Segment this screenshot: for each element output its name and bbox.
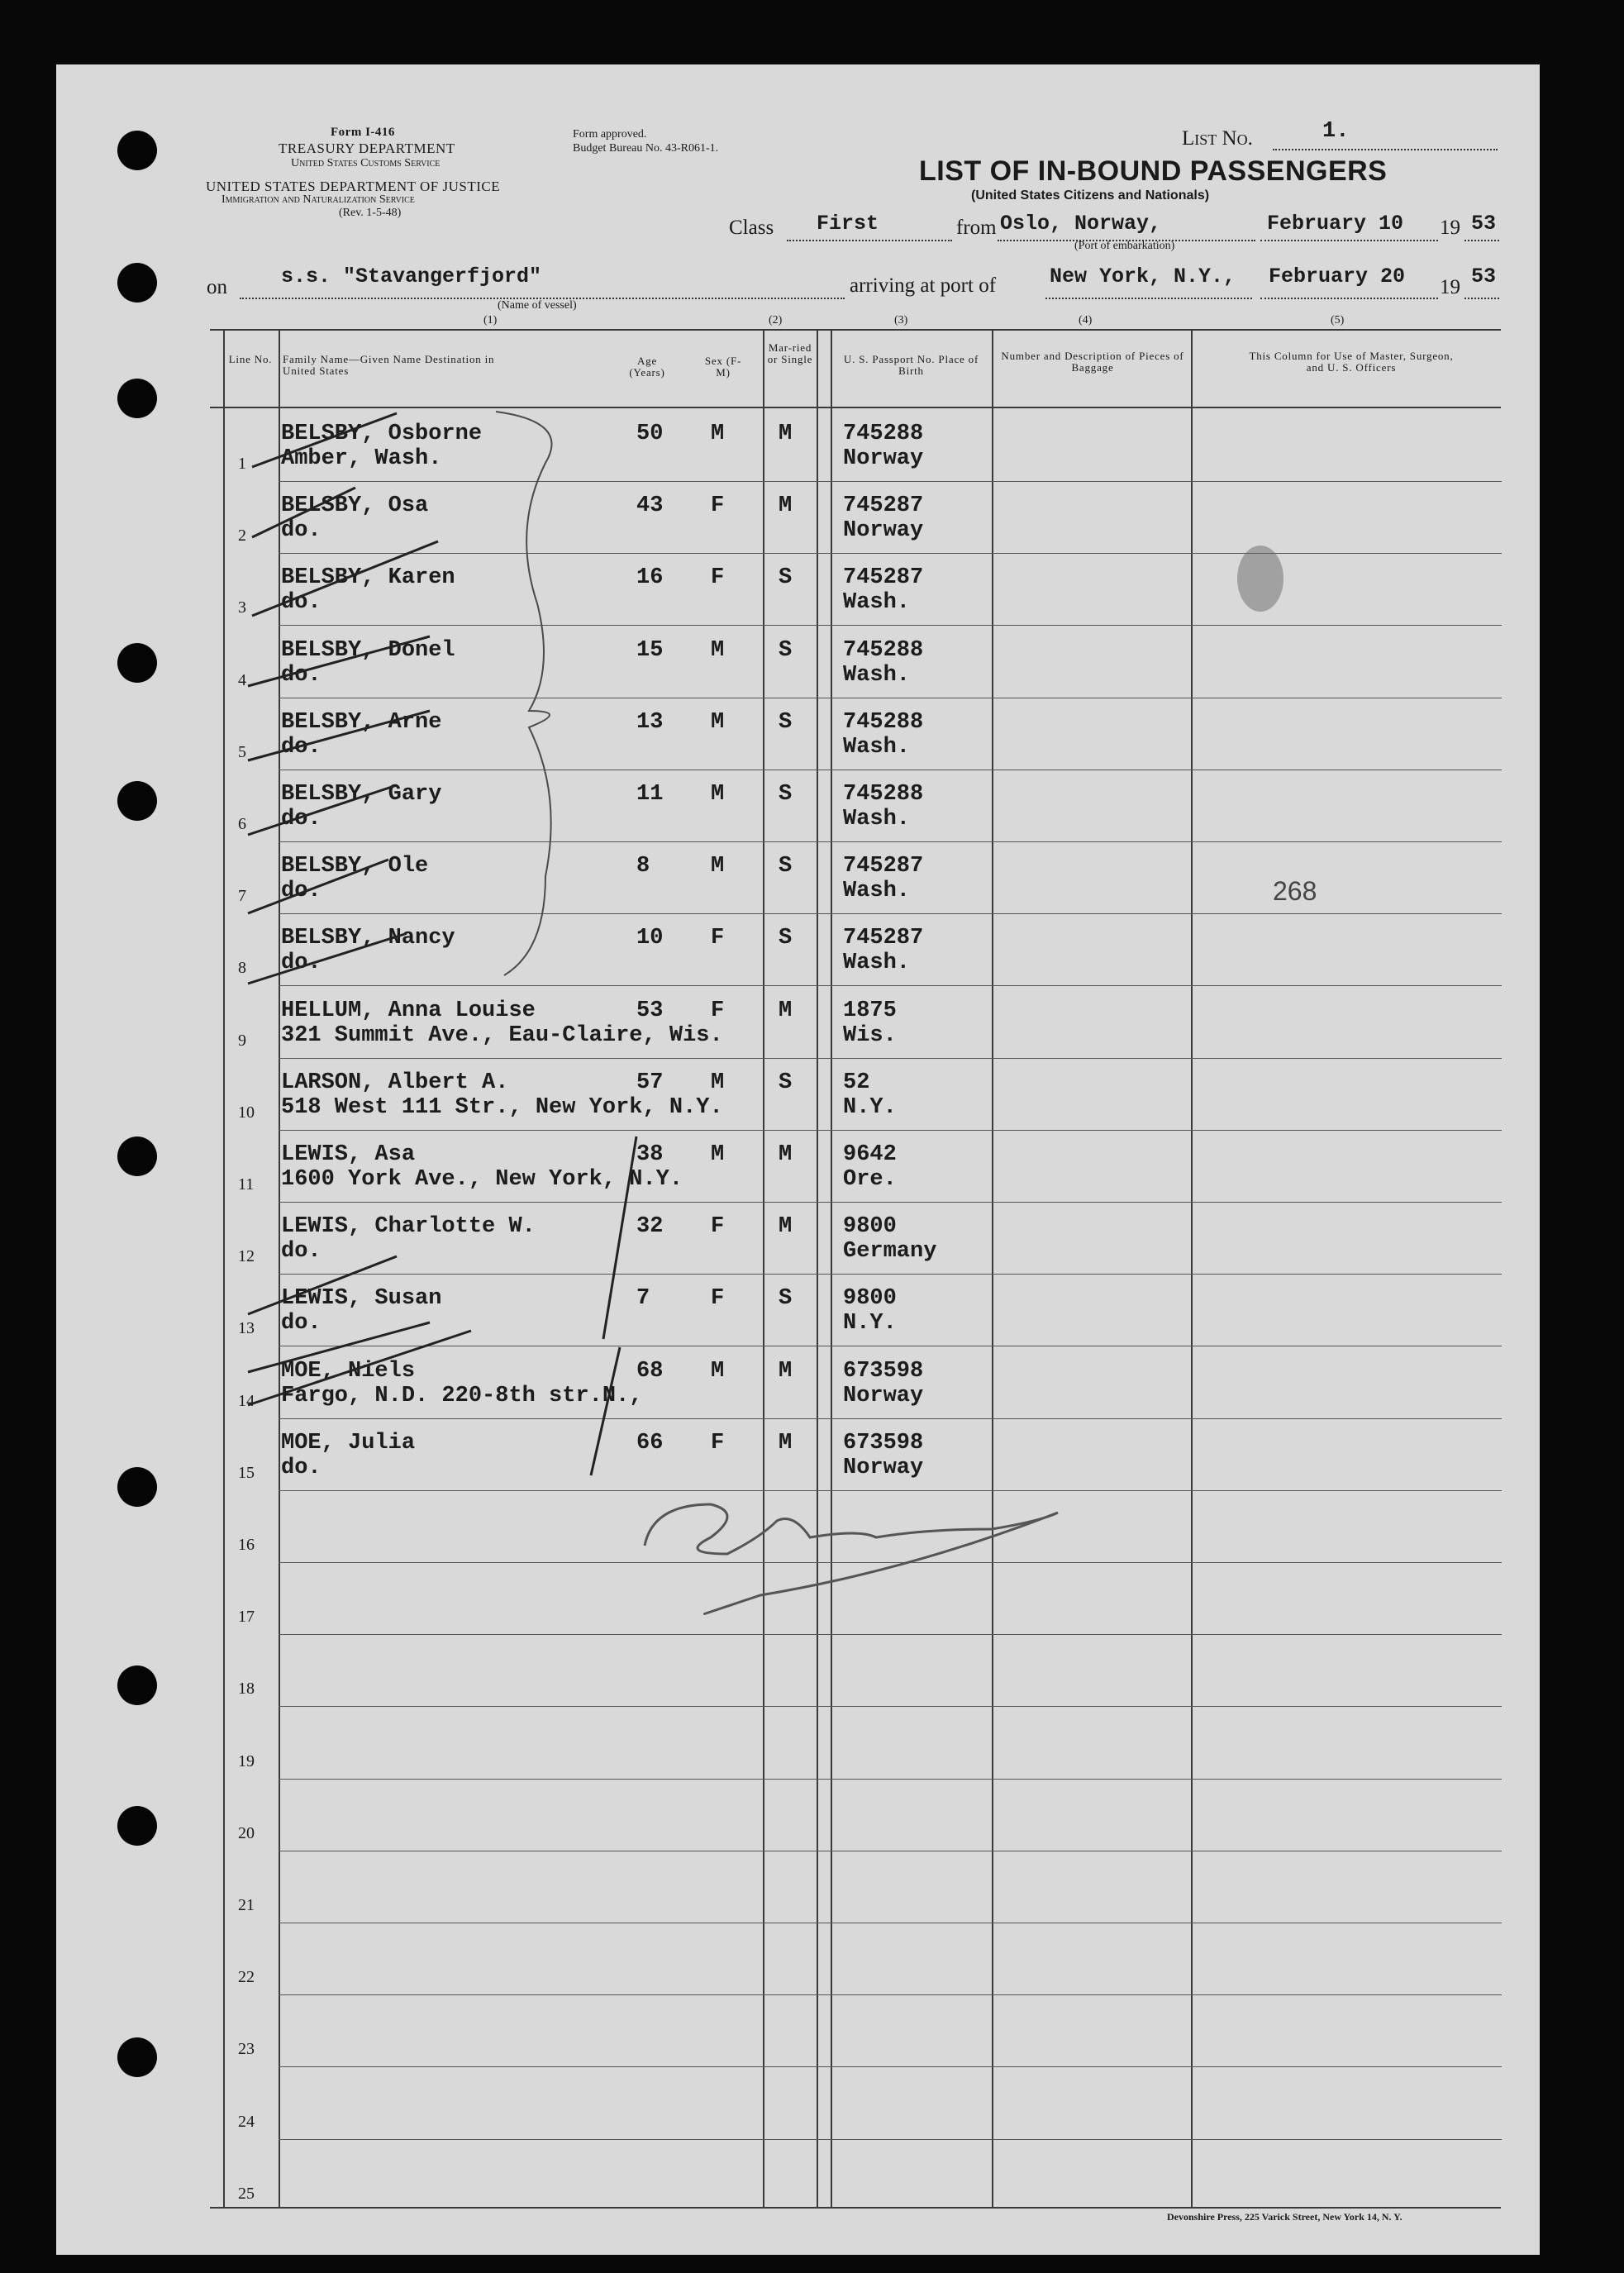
passenger-destination: Amber, Wash. <box>281 446 442 471</box>
col-header-married: Mar-ried or Single <box>767 341 813 365</box>
arrival-year: 53 <box>1471 264 1497 288</box>
place-of-birth: N.Y. <box>843 1311 897 1337</box>
col-header-line: Line No. <box>228 353 273 365</box>
passport-number: 1875 <box>843 998 897 1023</box>
passenger-marital-status: S <box>779 1286 793 1312</box>
passenger-name: BELSBY, Arne <box>281 709 442 735</box>
line-number: 5 <box>238 742 246 761</box>
passenger-destination: do. <box>281 951 321 976</box>
passport-number: 745287 <box>843 565 924 591</box>
immigration-label: Immigration and Naturalization Service <box>221 193 415 206</box>
col-header-baggage: Number and Description of Pieces of Baggage <box>1001 350 1184 374</box>
passenger-destination: do. <box>281 518 321 544</box>
passport-number: 9800 <box>843 1214 897 1240</box>
arriving-label: arriving at port of <box>850 274 997 297</box>
passenger-age: 16 <box>636 565 664 591</box>
arrival-port: New York, N.Y., <box>1050 264 1236 288</box>
passenger-destination: do. <box>281 662 321 688</box>
passenger-marital-status: S <box>779 782 793 807</box>
line-number: 15 <box>238 1463 255 1482</box>
passenger-marital-status: M <box>779 422 793 446</box>
passenger-destination: Fargo, N.D. 220-8th str.N., <box>281 1383 643 1408</box>
passenger-sex: M <box>711 709 725 735</box>
passenger-marital-status: M <box>779 1142 793 1167</box>
passenger-destination: do. <box>281 1311 321 1337</box>
passenger-age: 66 <box>636 1430 664 1456</box>
passenger-name: LARSON, Albert A. <box>281 1070 509 1095</box>
place-of-birth: N.Y. <box>843 1094 897 1120</box>
passenger-destination: do. <box>281 1455 321 1480</box>
passenger-sex: F <box>711 1286 725 1312</box>
line-number: 2 <box>238 527 246 546</box>
passenger-marital-status: M <box>779 493 793 519</box>
passenger-marital-status: S <box>779 926 793 951</box>
passenger-sex: F <box>711 565 725 591</box>
col-header-officers: This Column for Use of Master, Surgeon, and U. S. Officers <box>1249 350 1454 374</box>
list-no-value: 1. <box>1322 119 1350 144</box>
line-number: 23 <box>238 2040 255 2059</box>
vessel-name: s.s. "Stavangerfjord" <box>281 264 542 288</box>
form-approved: Form approved. <box>573 128 647 141</box>
on-label: on <box>207 276 227 298</box>
customs-label: United States Customs Service <box>291 157 441 169</box>
passport-number: 745288 <box>843 637 924 663</box>
col-num-4: (4) <box>1079 314 1093 326</box>
passenger-sex: M <box>711 1070 725 1095</box>
dep-year-prefix: 19 <box>1440 217 1460 239</box>
col-header-age: Age (Years) <box>629 355 665 379</box>
arr-year-prefix: 19 <box>1440 276 1460 298</box>
passenger-name: LEWIS, Asa <box>281 1142 416 1167</box>
passenger-age: 7 <box>636 1286 650 1312</box>
place-of-birth: Norway <box>843 518 924 544</box>
from-label: from <box>956 217 997 239</box>
place-of-birth: Wash. <box>843 734 911 760</box>
passenger-destination: do. <box>281 1239 321 1265</box>
line-number: 16 <box>238 1536 255 1554</box>
passenger-name: BELSBY, Gary <box>281 782 442 807</box>
passenger-marital-status: S <box>779 637 793 663</box>
port-caption: (Port of embarkation) <box>1074 240 1175 252</box>
place-of-birth: Wash. <box>843 590 911 616</box>
check-marks <box>248 413 636 1475</box>
col-num-3: (3) <box>894 314 908 326</box>
page-title: LIST OF IN-BOUND PASSENGERS <box>919 155 1388 187</box>
place-of-birth: Ore. <box>843 1167 897 1192</box>
treasury-label: TREASURY DEPARTMENT <box>279 141 455 156</box>
passenger-marital-status: M <box>779 1358 793 1384</box>
line-number: 21 <box>238 1896 255 1914</box>
line-number: 13 <box>238 1319 255 1338</box>
departure-year: 53 <box>1471 212 1497 236</box>
passenger-age: 38 <box>636 1142 664 1167</box>
passenger-destination: 1600 York Ave., New York, N.Y. <box>281 1167 683 1192</box>
place-of-birth: Wash. <box>843 807 911 832</box>
col-num-2: (2) <box>769 314 783 326</box>
printer-footer: Devonshire Press, 225 Varick Street, New York 14, N. Y. <box>1167 2211 1403 2223</box>
passenger-age: 43 <box>636 493 664 519</box>
place-of-birth: Wash. <box>843 879 911 904</box>
signature-scrawl <box>645 1504 1058 1614</box>
passenger-name: BELSBY, Donel <box>281 637 455 663</box>
form-number: Form I-416 <box>331 126 395 139</box>
passport-number: 745287 <box>843 926 924 951</box>
passenger-destination: 518 West 111 Str., New York, N.Y. <box>281 1094 723 1120</box>
passenger-name: MOE, Julia <box>281 1430 416 1456</box>
col-header-name: Family Name—Given Name Destination in United States <box>283 353 495 377</box>
passenger-name: BELSBY, Karen <box>281 565 455 591</box>
place-of-birth: Wis. <box>843 1022 897 1048</box>
col-header-passport: U. S. Passport No. Place of Birth <box>843 353 979 377</box>
passenger-age: 32 <box>636 1214 664 1240</box>
passenger-name: BELSBY, Ole <box>281 854 429 879</box>
passenger-marital-status: S <box>779 709 793 735</box>
line-number: 8 <box>238 959 246 978</box>
passport-number: 745288 <box>843 782 924 807</box>
passenger-age: 10 <box>636 926 664 951</box>
passenger-destination: do. <box>281 734 321 760</box>
line-number: 22 <box>238 1968 255 1987</box>
passenger-marital-status: M <box>779 1214 793 1240</box>
passenger-name: BELSBY, Nancy <box>281 926 455 951</box>
passenger-destination: do. <box>281 590 321 616</box>
line-number: 18 <box>238 1680 255 1699</box>
passenger-age: 8 <box>636 854 650 879</box>
revision-label: (Rev. 1-5-48) <box>339 207 402 219</box>
line-number: 1 <box>238 455 246 473</box>
arrival-date: February 20 <box>1269 264 1406 288</box>
line-number: 6 <box>238 815 246 833</box>
line-number: 14 <box>238 1391 255 1410</box>
budget-bureau: Budget Bureau No. 43-R061-1. <box>573 142 719 155</box>
passenger-sex: M <box>711 637 725 663</box>
passenger-age: 13 <box>636 709 664 735</box>
vessel-caption: (Name of vessel) <box>498 299 577 312</box>
line-number: 10 <box>238 1103 255 1122</box>
col-num-1: (1) <box>483 314 498 326</box>
passenger-age: 15 <box>636 637 664 663</box>
line-number: 9 <box>238 1031 246 1050</box>
passenger-marital-status: S <box>779 565 793 591</box>
line-number: 3 <box>238 598 246 617</box>
passenger-name: LEWIS, Susan <box>281 1286 442 1312</box>
class-label: Class <box>729 217 774 239</box>
col-num-5: (5) <box>1331 314 1345 326</box>
passport-number: 745288 <box>843 709 924 735</box>
passenger-age: 53 <box>636 998 664 1023</box>
passenger-age: 68 <box>636 1358 664 1384</box>
passenger-age: 50 <box>636 422 664 446</box>
line-number: 24 <box>238 2112 255 2131</box>
passport-number: 745287 <box>843 493 924 519</box>
passenger-destination: do. <box>281 879 321 904</box>
passenger-marital-status: M <box>779 998 793 1023</box>
place-of-birth: Wash. <box>843 951 911 976</box>
passenger-sex: M <box>711 1142 725 1167</box>
justice-label: UNITED STATES DEPARTMENT OF JUSTICE <box>206 179 501 194</box>
passenger-sex: F <box>711 1214 725 1240</box>
passenger-sex: F <box>711 926 725 951</box>
line-number: 17 <box>238 1608 255 1627</box>
line-number: 7 <box>238 887 246 906</box>
passport-number: 673598 <box>843 1430 924 1456</box>
passenger-sex: M <box>711 854 725 879</box>
departure-date: February 10 <box>1267 212 1404 236</box>
line-number: 19 <box>238 1751 255 1770</box>
place-of-birth: Wash. <box>843 662 911 688</box>
passenger-destination: do. <box>281 807 321 832</box>
passenger-sex: F <box>711 493 725 519</box>
col-header-sex: Sex (F-M) <box>704 355 742 379</box>
passenger-marital-status: S <box>779 854 793 879</box>
passport-number: 673598 <box>843 1358 924 1384</box>
passenger-sex: M <box>711 1358 725 1384</box>
passenger-age: 11 <box>636 782 664 807</box>
passport-number: 52 <box>843 1070 870 1095</box>
ink-smudge <box>1237 546 1283 612</box>
passenger-name: LEWIS, Charlotte W. <box>281 1214 536 1240</box>
passport-number: 9800 <box>843 1286 897 1312</box>
page-subtitle: (United States Citizens and Nationals) <box>971 188 1210 203</box>
place-of-birth: Germany <box>843 1239 937 1265</box>
passenger-sex: F <box>711 1430 725 1456</box>
place-of-birth: Norway <box>843 1383 924 1408</box>
passenger-marital-status: S <box>779 1070 793 1095</box>
line-number: 12 <box>238 1247 255 1266</box>
passenger-sex: M <box>711 782 725 807</box>
passenger-destination: 321 Summit Ave., Eau-Claire, Wis. <box>281 1022 723 1048</box>
passenger-name: BELSBY, Osborne <box>281 422 483 446</box>
line-number: 20 <box>238 1823 255 1842</box>
passenger-name: HELLUM, Anna Louise <box>281 998 536 1023</box>
line-number: 11 <box>238 1175 255 1194</box>
family-brace <box>496 412 552 975</box>
passenger-sex: M <box>711 422 725 446</box>
line-number: 25 <box>238 2184 255 2203</box>
passenger-marital-status: M <box>779 1430 793 1456</box>
officer-annotation: 268 <box>1273 876 1317 906</box>
line-number: 4 <box>238 670 246 689</box>
passenger-sex: F <box>711 998 725 1023</box>
list-no-label: List No. <box>1182 127 1253 150</box>
passport-number: 745288 <box>843 422 924 446</box>
passport-number: 9642 <box>843 1142 897 1167</box>
passenger-age: 57 <box>636 1070 664 1095</box>
place-of-birth: Norway <box>843 446 924 471</box>
class-value: First <box>817 212 879 236</box>
passport-number: 745287 <box>843 854 924 879</box>
place-of-birth: Norway <box>843 1455 924 1480</box>
passenger-name: BELSBY, Osa <box>281 493 429 519</box>
passenger-name: MOE, Niels <box>281 1358 416 1384</box>
embarkation-port: Oslo, Norway, <box>1000 212 1162 236</box>
